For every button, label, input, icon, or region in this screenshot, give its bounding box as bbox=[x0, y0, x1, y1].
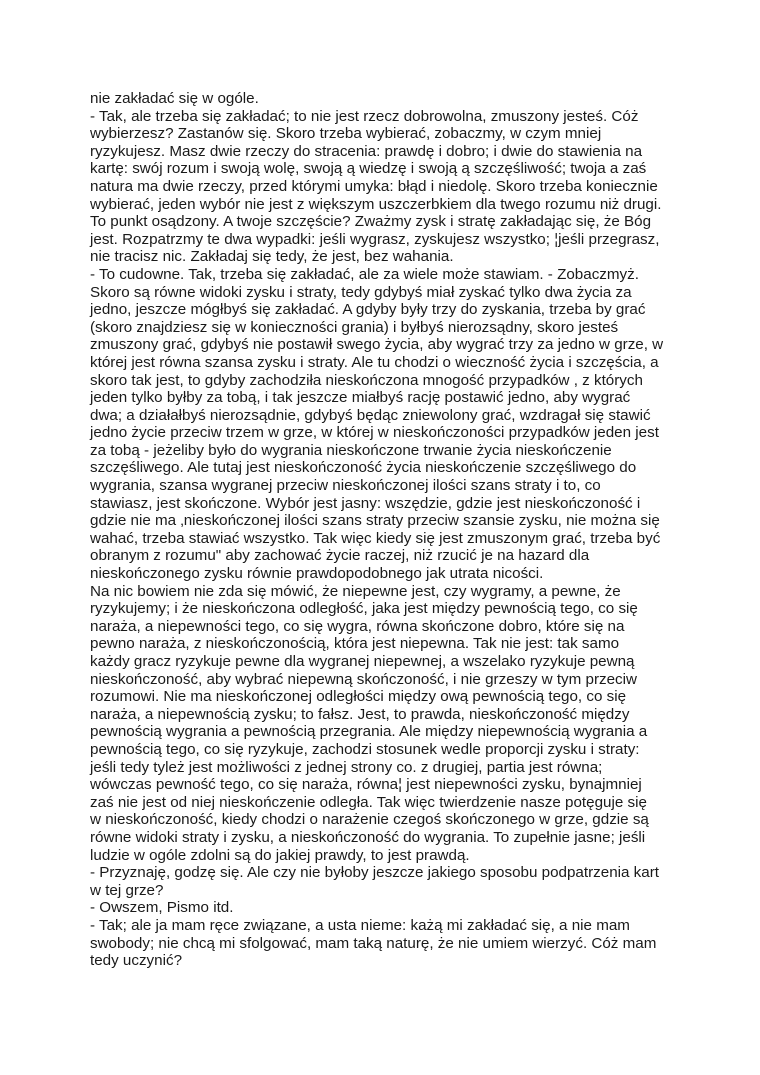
text-line: w tej grze? bbox=[90, 881, 164, 899]
text-line: ryzykujemy; i że nieskończona odległość, jaka jest między pewnością tego, co się bbox=[90, 600, 638, 618]
text-line: w nieskończoność, kiedy chodzi o narażenie czegoś skończonego w grze, gdzie są bbox=[90, 811, 649, 829]
text-line: jest. Rozpatrzmy te dwa wypadki: jeśli wygrasz, zyskujesz wszystko; ¦jeśli przegrasz, bbox=[90, 230, 660, 248]
text-line: równe widoki straty i zysku, a nieskończoność do wygrania. To zupełnie jasne; jeśli bbox=[90, 828, 646, 846]
text-line: - Tak; ale ja mam ręce związane, a usta nieme: każą mi zakładać się, a nie mam bbox=[90, 916, 630, 934]
text-line: Na nic bowiem nie zda się mówić, że niepewne jest, czy wygramy, a pewne, że bbox=[90, 582, 621, 600]
text-line: kartę: swój rozum i swoją wolę, swoją ą wiedzę i swoją ą szczęśliwość; twoja a zaś bbox=[90, 160, 647, 178]
text-line: ryzykujesz. Masz dwie rzeczy do stracenia: prawdę i dobro; i dwie do stawienia na bbox=[90, 142, 643, 160]
text-line: każdy gracz ryzykuje pewne dla wygranej niepewnej, a wszelako ryzykuje pewną bbox=[90, 653, 635, 670]
text-line: wygrania, szansa wygranej przeciw nieskończonej ilości szans straty i to, co bbox=[90, 477, 601, 495]
text-line: tedy uczynić? bbox=[90, 952, 183, 970]
text-line: za tobą - jeżeliby było do wygrania nieskończone trwanie życia nieskończenie bbox=[90, 441, 612, 459]
text-line: nieskończoność, aby wybrać niepewną skończoność, i nie grzeszy w tym przeciw bbox=[90, 670, 637, 688]
text-line: naraża, a niepewnością zysku; to fałsz. Jest, to prawda, nieskończoność między bbox=[90, 705, 630, 723]
text-line: - To cudowne. Tak, trzeba się zakładać, ale za wiele może stawiam. - Zobaczmyż. bbox=[90, 265, 639, 283]
text-line: rozumowi. Nie ma nieskończonej odległości między ową pewnością tego, co się bbox=[90, 688, 627, 706]
text-line: wówczas pewność tego, co się naraża, równa¦ jest niepewności zysku, bynajmniej bbox=[90, 776, 642, 794]
text-line: To punkt osądzony. A twoje szczęście? Zważmy zysk i stratę zakładając się, że Bóg bbox=[90, 213, 652, 231]
text-line: Skoro są równe widoki zysku i straty, tedy gdybyś miał zyskać tylko dwa życia za bbox=[90, 283, 632, 301]
text-line: wybierzesz? Zastanów się. Skoro trzeba wybierać, zobaczmy, w czym mniej bbox=[90, 125, 602, 143]
text-line: - Owszem, Pismo itd. bbox=[90, 899, 234, 917]
text-line: zaś nie jest od niej nieskończenie odległa. Tak więc twierdzenie nasze potęguje się bbox=[90, 793, 647, 811]
text-line: stawiasz, jest skończone. Wybór jest jasny: wszędzie, gdzie jest nieskończoność i bbox=[90, 494, 641, 512]
text-line: natura ma dwie rzeczy, przed którymi umyka: błąd i niedolę. Skoro trzeba koniecznie bbox=[90, 177, 658, 195]
text-line: jeśli tedy tyleż jest możliwości z jednej strony co. z drugiej, partia jest równa; bbox=[90, 758, 603, 776]
text-line: pewnością tego, co się ryzykuje, zachodzi stosunek wedle proporcji zysku i straty: bbox=[90, 740, 640, 758]
text-line: dwa; a działałbyś nierozsądnie, gdybyś będąc zniewolony grać, wzdragał się stawić bbox=[90, 406, 651, 424]
text-line: pewnością wygrania a pewnością przegrania. Ale między niepewnością wygrania a bbox=[90, 723, 648, 741]
text-line: nie tracisz nic. Zakładaj się tedy, że jest, bez wahania. bbox=[90, 248, 454, 266]
text-line: - Przyznaję, godzę się. Ale czy nie byłoby jeszcze jakiego sposobu podpatrzenia kart bbox=[90, 864, 659, 882]
text-line: skoro tak jest, to gdyby zachodziła nieskończona mnogość przypadków , z których bbox=[90, 371, 643, 389]
text-line: zmuszony grać, gdybyś nie postawił swego życia, aby wygrać trzy za jedno w grze, w bbox=[90, 336, 664, 354]
text-line: jedno, jeszcze mógłbyś się zakładać. A gdyby były trzy do zyskania, trzeba by grać bbox=[90, 301, 646, 319]
text-line: - Tak, ale trzeba się zakładać; to nie jest rzecz dobrowolna, zmuszony jesteś. Cóż bbox=[90, 107, 639, 125]
text-line: jedno życie przeciw trzem w grze, w której w nieskończoności przypadków jeden jest bbox=[90, 424, 659, 442]
text-line: której jest równa szansa zysku i straty. Ale tu chodzi o wieczność życia i szczęścia, a bbox=[90, 353, 659, 371]
body-text bbox=[90, 90, 690, 970]
text-line: swobody; nie chcą mi sfolgować, mam taką naturę, że nie umiem wierzyć. Cóż mam bbox=[90, 934, 657, 952]
text-line: jeden tylko byłby za tobą, i tak jeszcze miałbyś rację postawić jedno, aby wygrać bbox=[90, 389, 631, 407]
text-line: szczęśliwego. Ale tutaj jest nieskończoność życia nieskończenie szczęśliwego do bbox=[90, 459, 637, 477]
text-line: naraża, a niepewności tego, co się wygra, równa skończone dobro, które się na bbox=[90, 617, 625, 635]
text-line: gdzie nie ma ‚nieskończonej ilości szans straty przeciw szansie zysku, nie można się bbox=[90, 512, 660, 530]
text-line: wahać, trzeba stawiać wszystko. Tak więc kiedy się jest zmuszonym grać, trzeba być bbox=[90, 529, 661, 547]
text-line: wybierać, jeden wybór nie jest z większym uszczerbkiem dla twego rozumu niż drugi. bbox=[90, 195, 662, 213]
text-line: nie zakładać się w ogóle. bbox=[90, 90, 259, 107]
text-line: nieskończonego zysku równie prawdopodobnego jak utrata nicości. bbox=[90, 565, 544, 583]
text-line: obranym z rozumu" aby zachować życie raczej, niż rzucić je na hazard dla bbox=[90, 547, 590, 565]
text-line: ludzie w ogóle zdolni są do jakiej prawdy, to jest prawdą. bbox=[90, 846, 470, 864]
text-line: (skoro znajdziesz się w konieczności grania) i byłbyś nierozsądny, skoro jesteś bbox=[90, 318, 619, 336]
text-line: pewno naraża, z nieskończonością, która jest niepewna. Tak nie jest: tak samo bbox=[90, 635, 620, 653]
